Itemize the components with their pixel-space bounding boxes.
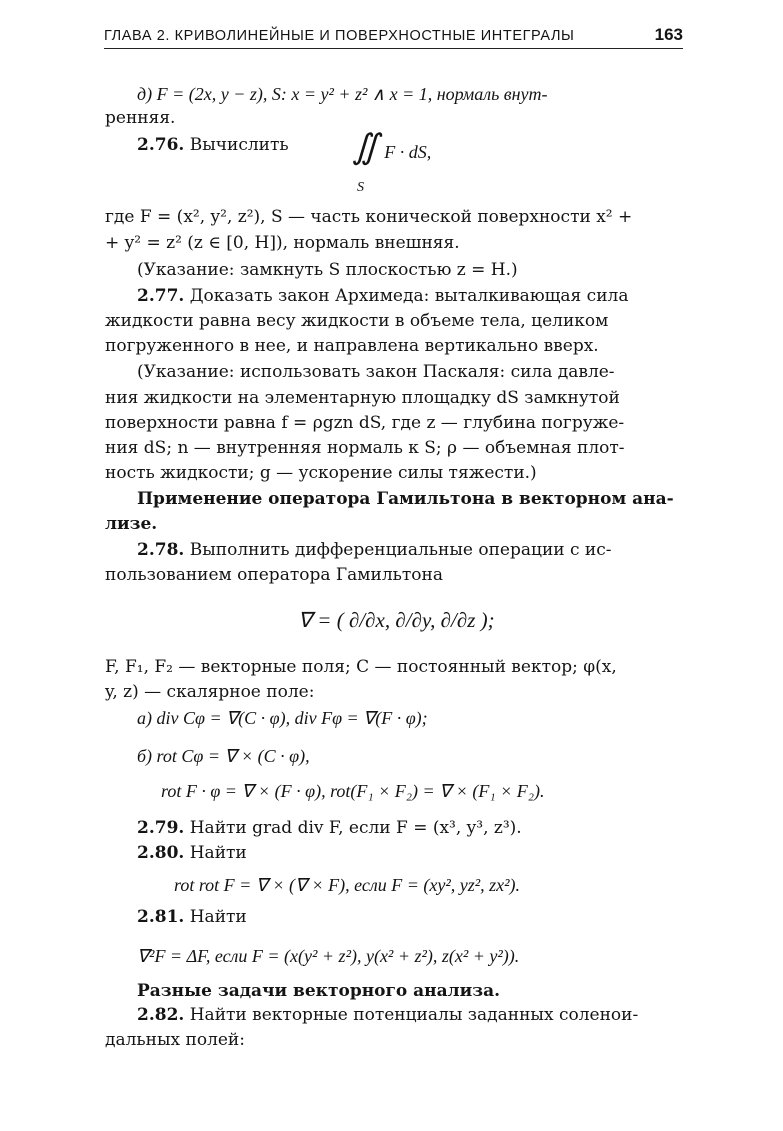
formula-b-cont: rot F · φ = ∇ × (F · φ), rot(F₁ × F₂) = ∇ × (F₁ × F₂). bbox=[161, 781, 545, 801]
text-line: + y² = z² (z ∈ [0, H]), нормаль внешняя. bbox=[105, 233, 460, 253]
text-line: ния жидкости на элементарную площадку dS замкнутой bbox=[105, 388, 620, 408]
section-heading: Применение оператора Гамильтона в векторном ана- bbox=[137, 489, 674, 509]
problem-2-81 bbox=[137, 907, 247, 927]
problem-2-76 bbox=[137, 135, 289, 155]
surface-integral bbox=[352, 129, 432, 166]
problem-2-82 bbox=[137, 1005, 638, 1025]
page-number: 163 bbox=[654, 25, 683, 44]
problem-2-80 bbox=[137, 843, 247, 863]
problem-text: Найти bbox=[189, 843, 247, 863]
text-line: пользованием оператора Гамильтона bbox=[105, 565, 443, 585]
text-line: жидкости равна весу жидкости в объеме тела, целиком bbox=[105, 311, 609, 331]
formula-a: а) div Cφ = ∇(C · φ), div Fφ = ∇(F · φ); bbox=[137, 708, 428, 728]
double-integral-symbol: ∬ bbox=[352, 129, 379, 166]
chapter-title: ГЛАВА 2. КРИВОЛИНЕЙНЫЕ И ПОВЕРХНОСТНЫЕ ИНТЕГРАЛЫ bbox=[104, 28, 575, 44]
problem-number: 2.81. bbox=[137, 907, 185, 927]
section-heading-cont: лизе. bbox=[105, 514, 158, 534]
integrand: F · dS, bbox=[384, 142, 432, 162]
text-line: ность жидкости; g — ускорение силы тяжести.) bbox=[105, 463, 537, 483]
hint-line: (Указание: замкнуть S плоскостью z = H.) bbox=[137, 260, 518, 280]
running-header bbox=[104, 26, 683, 49]
text-line: погруженного в нее, и направлена вертикально вверх. bbox=[105, 336, 599, 356]
nabla-definition: ∇ = ( ∂/∂x, ∂/∂y, ∂/∂z ); bbox=[298, 608, 495, 632]
text-line: y, z) — скалярное поле: bbox=[105, 682, 315, 702]
problem-text: Вычислить bbox=[189, 135, 289, 155]
formula-b: б) rot Cφ = ∇ × (C · φ), bbox=[137, 746, 310, 766]
problem-text: Найти bbox=[189, 907, 247, 927]
problem-number: 2.78. bbox=[137, 540, 185, 560]
problem-number: 2.77. bbox=[137, 286, 185, 306]
text-line: где F = (x², y², z²), S — часть конической поверхности x² + bbox=[105, 207, 633, 227]
problem-text: Найти векторные потенциалы заданных соленои- bbox=[189, 1005, 639, 1025]
hint-line: (Указание: использовать закон Паскаля: сила давле- bbox=[137, 362, 615, 382]
problem-text: Найти grad div F, если F = (x³, y³, z³). bbox=[189, 818, 522, 838]
problem-number: 2.80. bbox=[137, 843, 185, 863]
problem-text: Доказать закон Архимеда: выталкивающая сила bbox=[189, 286, 629, 306]
integral-subscript: S bbox=[357, 180, 364, 195]
problem-number: 2.82. bbox=[137, 1005, 185, 1025]
problem-text: Выполнить дифференциальные операции с ис- bbox=[189, 540, 612, 560]
problem-2-77 bbox=[137, 286, 628, 306]
problem-2-78 bbox=[137, 540, 612, 560]
text-line: ния dS; n — внутренняя нормаль к S; ρ — объемная плот- bbox=[105, 438, 625, 458]
formula-2-80: rot rot F = ∇ × (∇ × F), если F = (xy², yz², zx²). bbox=[174, 875, 521, 895]
text-line: поверхности равна f = ρgzn dS, где z — глубина погруже- bbox=[105, 413, 625, 433]
section-heading: Разные задачи векторного анализа. bbox=[137, 981, 501, 1001]
problem-number: 2.76. bbox=[137, 135, 185, 155]
problem-2-79 bbox=[137, 818, 522, 838]
problem-2-75-d-line: д) F = (2x, y − z), S: x = y² + z² ∧ x = 1, нормаль внут- bbox=[137, 84, 548, 104]
formula-2-81: ∇²F = ΔF, если F = (x(y² + z²), y(x² + z²), z(x² + y²)). bbox=[137, 946, 520, 966]
text-line: дальных полей: bbox=[105, 1030, 245, 1050]
problem-number: 2.79. bbox=[137, 818, 185, 838]
text-line: F, F₁, F₂ — векторные поля; C — постоянный вектор; φ(x, bbox=[105, 657, 617, 677]
text-line: ренняя. bbox=[105, 108, 176, 128]
